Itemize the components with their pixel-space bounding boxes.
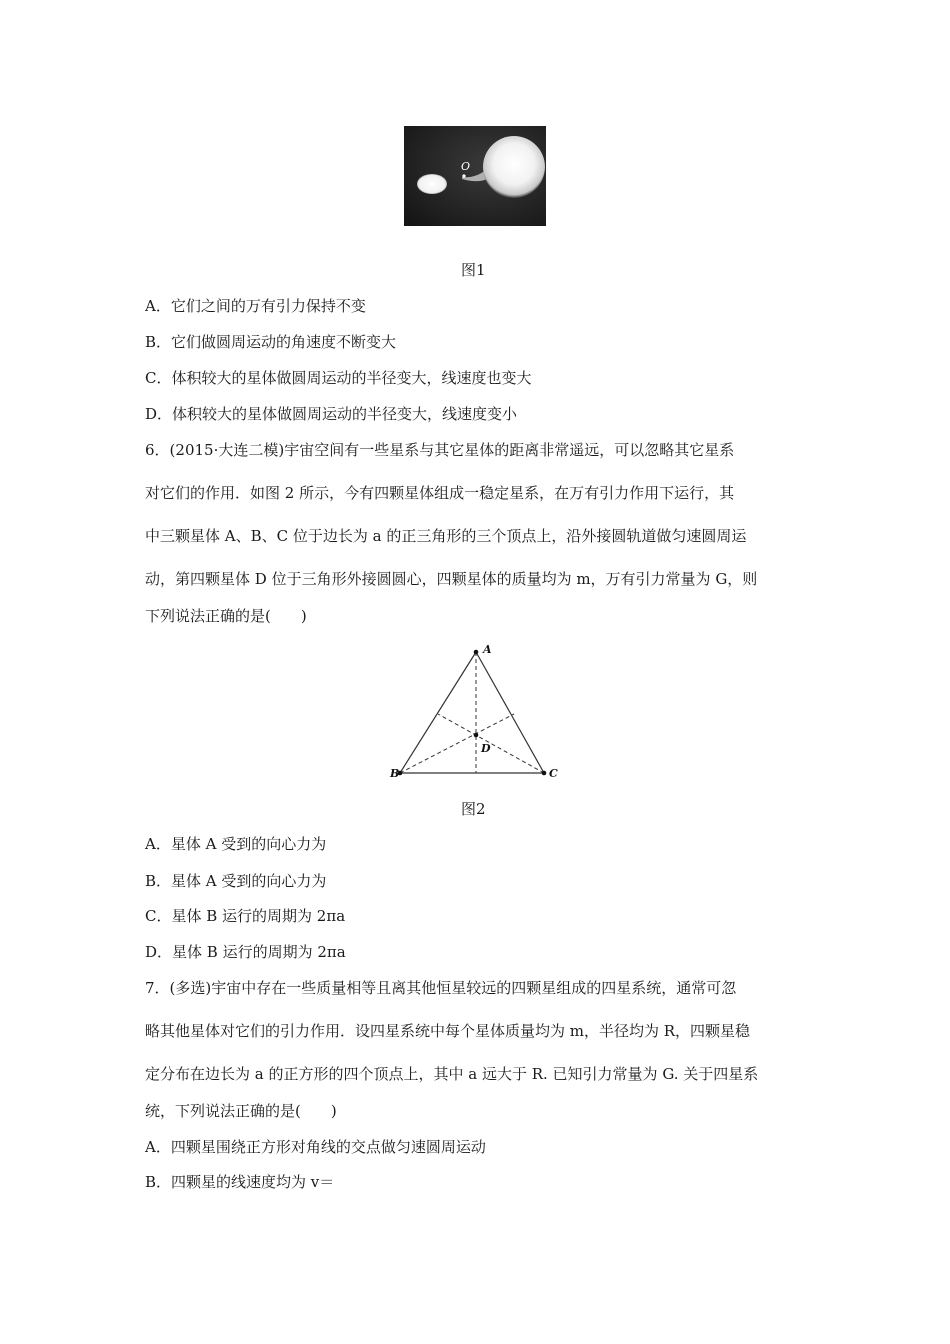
label-a: A (483, 643, 492, 656)
figure2-caption: 图2 (461, 800, 486, 818)
q6-line-1: 6．(2015·大连二模)宇宙空间有一些星系与其它星体的距离非常遥远，可以忽略其它星系 (145, 441, 735, 459)
q5-option-b: B．它们做圆周运动的角速度不断变大 (145, 333, 397, 351)
q6-line-5: 下列说法正确的是( ) (145, 607, 307, 625)
star-a-dot (474, 650, 479, 655)
q7-option-b: B．四颗星的线速度均为 v＝ (145, 1173, 335, 1191)
q7-line-1: 7．(多选)宇宙中存在一些质量相等且离其他恒星较远的四颗星组成的四星系统，通常可忽 (145, 979, 737, 997)
q6-option-b: B．星体 A 受到的向心力为 (145, 872, 327, 890)
median-from-b (400, 714, 514, 773)
label-d: D (481, 742, 491, 755)
q6-line-4: 动，第四颗星体 D 位于三角形外接圆圆心，四颗星体的质量均为 m，万有引力常量为 G，则 (145, 570, 758, 588)
figure1-caption: 图1 (461, 261, 486, 279)
q5-option-a: A．它们之间的万有引力保持不变 (145, 297, 366, 315)
label-b: B (390, 767, 400, 780)
star-d-dot (474, 733, 479, 738)
q6-option-a: A．星体 A 受到的向心力为 (145, 835, 327, 853)
q5-option-d: D．体积较大的星体做圆周运动的半径变大，线速度变小 (145, 405, 518, 423)
q5-option-c: C．体积较大的星体做圆周运动的半径变大，线速度也变大 (145, 369, 532, 387)
label-c: C (549, 767, 558, 780)
triangle-diagram (392, 640, 562, 780)
q7-line-2: 略其他星体对它们的引力作用．设四星系统中每个星体质量均为 m，半径均为 R，四颗星稳 (145, 1022, 751, 1040)
q6-line-3: 中三颗星体 A、B、C 位于边长为 a 的正三角形的三个顶点上，沿外接圆轨道做匀速圆周运 (145, 527, 747, 545)
triangle-outline (400, 652, 544, 773)
q6-line-2: 对它们的作用．如图 2 所示，今有四颗星体组成一稳定星系，在万有引力作用下运行，其 (145, 484, 735, 502)
star-c-dot (542, 771, 547, 776)
q7-line-4: 统，下列说法正确的是( ) (145, 1102, 337, 1120)
q7-option-a: A．四颗星围绕正方形对角线的交点做匀速圆周运动 (145, 1138, 486, 1156)
point-o-label: O (461, 160, 471, 173)
q6-option-d: D．星体 B 运行的周期为 2πa (145, 943, 346, 961)
binary-star-photo (404, 126, 546, 226)
q6-option-c: C．星体 B 运行的周期为 2πa (145, 907, 346, 925)
q7-line-3: 定分布在边长为 a 的正方形的四个顶点上，其中 a 远大于 R. 已知引力常量为 G. 关于四星系 (145, 1065, 759, 1083)
